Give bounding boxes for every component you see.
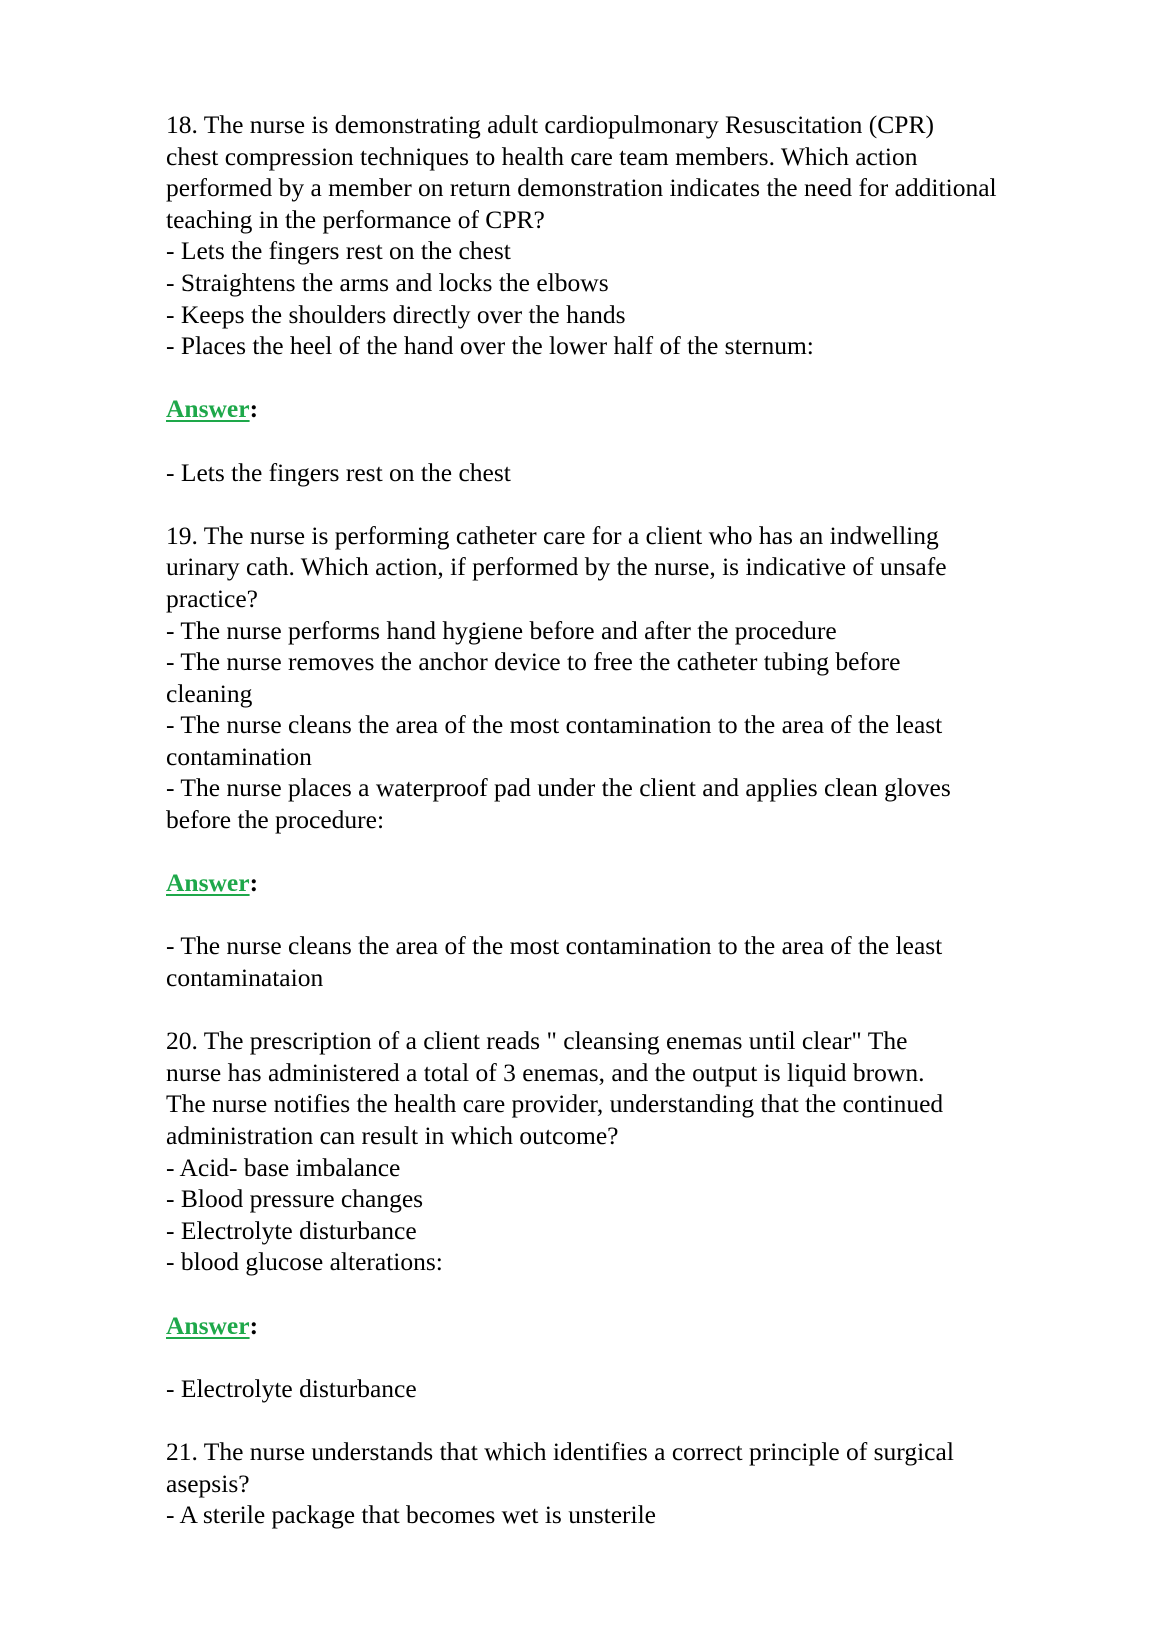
option-line: - The nurse performs hand hygiene before and after the procedure [166,615,837,645]
option-line: - Keeps the shoulders directly over the hands [166,299,626,329]
answer-text-line: - The nurse cleans the area of the most contamination to the area of the least [166,931,943,961]
answer-link[interactable]: Answer [166,394,250,424]
answer-heading-18 [166,393,1066,425]
question-text-line: administration can result in which outcome? [166,1121,619,1150]
question-text-line: The nurse notifies the health care provider, understanding that the continued [166,1089,944,1119]
option-line: - The nurse cleans the area of the most contamination to the area of the least [166,710,943,740]
question-20 [166,1025,1066,1278]
answer-text-line: - Electrolyte disturbance [166,1373,417,1403]
spacer [166,362,1066,394]
question-text-line: practice? [166,583,259,613]
option-line: before the procedure: [166,805,385,835]
question-text-line: 21. The nurse understands that which identifies a correct principle of surgical [166,1436,954,1466]
answer-link[interactable]: Answer [166,868,250,898]
spacer [166,1341,1066,1373]
answer-text-line: - Lets the fingers rest on the chest [166,457,511,487]
option-line: - Lets the fingers rest on the chest [166,236,511,266]
option-line: - Electrolyte disturbance [166,1215,417,1245]
question-text-line: urinary cath. Which action, if performed by the nurse, is indicative of unsafe [166,552,947,582]
question-text-line: 18. The nurse is demonstrating adult cardiopulmonary Resuscitation (CPR) [166,110,934,139]
question-text-line: performed by a member on return demonstration indicates the need for additional [166,173,997,203]
question-text-line: 19. The nurse is performing catheter care for a client who has an indwelling [166,520,939,550]
question-19 [166,520,1066,836]
option-line: - The nurse places a waterproof pad under the client and applies clean gloves [166,773,951,803]
question-text-line: chest compression techniques to health care team members. Which action [166,141,918,171]
spacer [166,994,1066,1026]
answer-link[interactable]: Answer [166,1310,250,1340]
question-18 [166,109,1066,362]
answer-text-line: contaminataion [166,963,324,993]
option-line: - Places the heel of the hand over the lower half of the sternum: [166,331,814,361]
option-line: cleaning [166,678,253,708]
question-21 [166,1436,1066,1531]
answer-colon: : [249,1310,259,1340]
question-text-line: asepsis? [166,1468,250,1498]
spacer [166,1404,1066,1436]
answer-colon: : [249,868,259,898]
option-line: - Acid- base imbalance [166,1152,401,1182]
answer-heading-20 [166,1310,1066,1342]
spacer [166,425,1066,457]
option-line: - Blood pressure changes [166,1184,424,1214]
answer-20 [166,1373,1066,1405]
spacer [166,1278,1066,1310]
option-line: - The nurse removes the anchor device to free the catheter tubing before [166,647,901,677]
answer-19 [166,930,1066,993]
question-text-line: nurse has administered a total of 3 enemas, and the output is liquid brown. [166,1057,925,1087]
spacer [166,899,1066,931]
answer-colon: : [249,394,259,424]
option-line: - Straightens the arms and locks the elbows [166,267,609,297]
document-page [166,109,1066,1531]
option-line: contamination [166,741,312,771]
option-line: - blood glucose alterations: [166,1247,443,1277]
spacer [166,836,1066,868]
answer-heading-19 [166,867,1066,899]
answer-18 [166,457,1066,489]
option-line: - A sterile package that becomes wet is unsterile [166,1500,657,1530]
question-text-line: teaching in the performance of CPR? [166,204,545,234]
question-text-line: 20. The prescription of a client reads " cleansing enemas until clear" The [166,1026,908,1056]
spacer [166,488,1066,520]
